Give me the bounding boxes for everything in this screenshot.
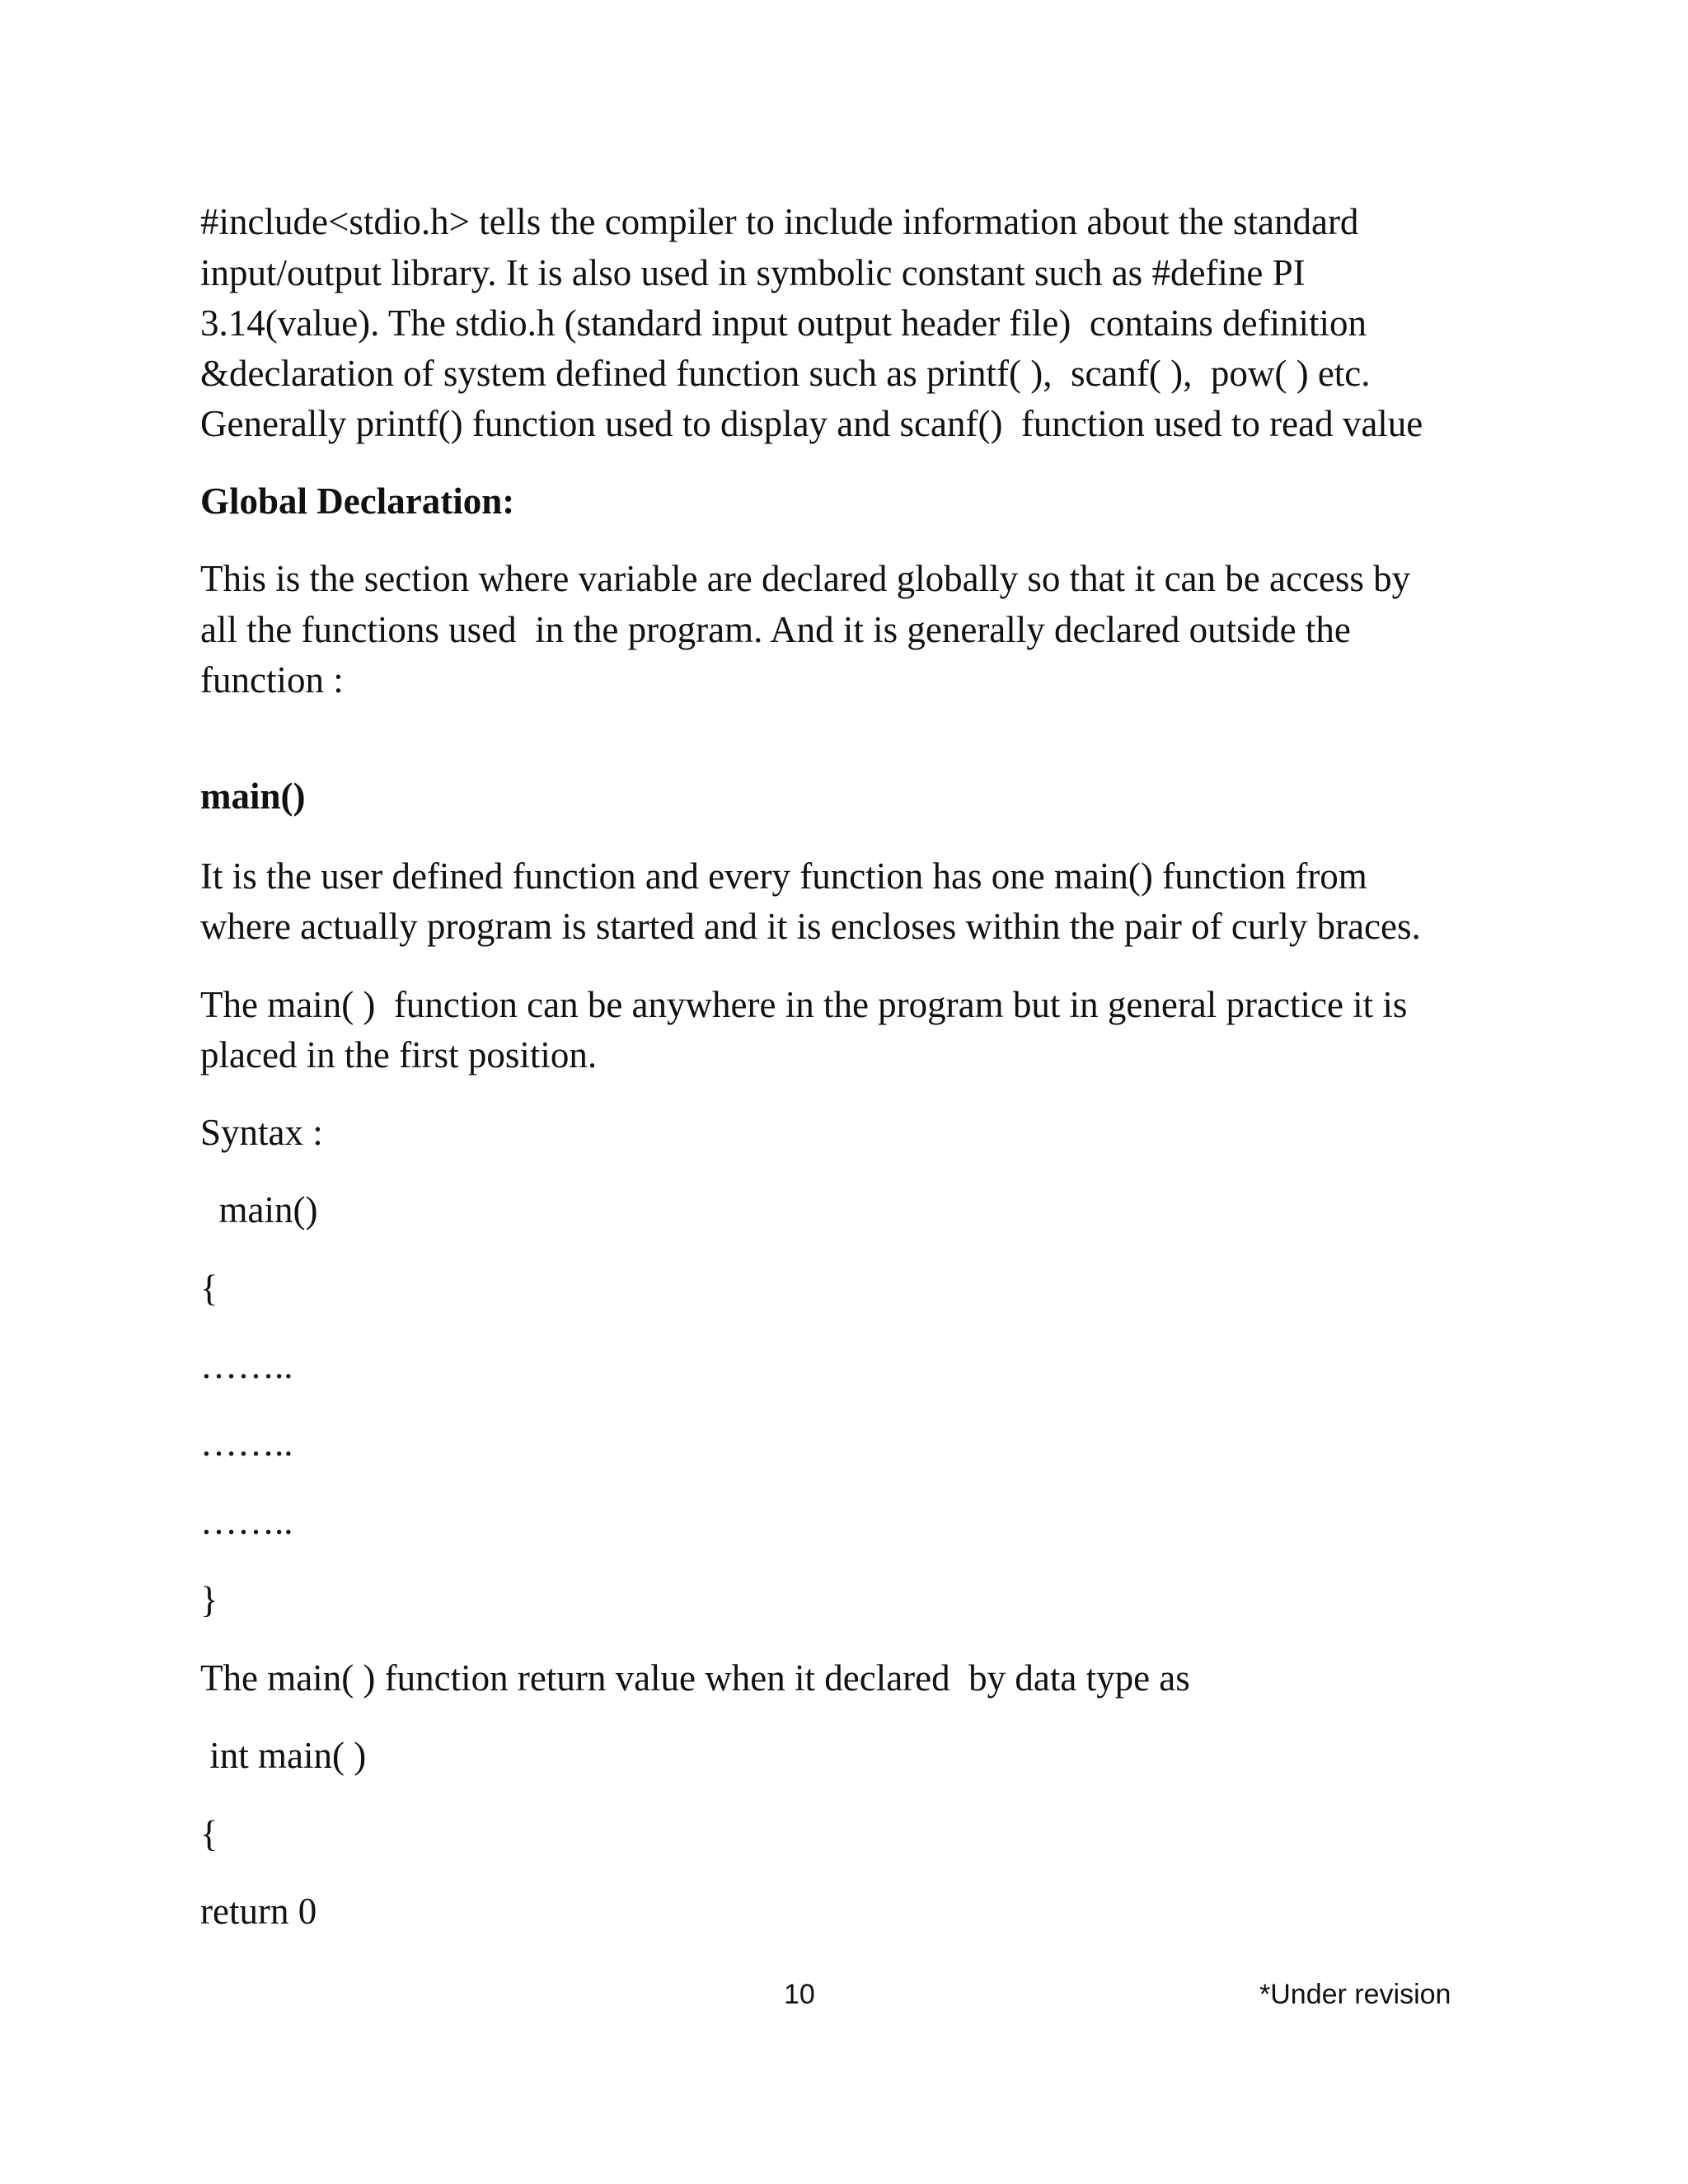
syntax-code-line: …….. [200,1422,293,1464]
return-code-line: return 0 [200,1891,317,1932]
intro-line-4: &declaration of system defined function such as printf( ), scanf( ), pow( ) etc. [200,353,1371,394]
return-text: The main( ) function return value when it declared by data type as [200,1657,1190,1699]
syntax-code-line: { [200,1268,218,1309]
global-declaration-line-3: function : [200,659,344,701]
main-para1-line-2: where actually program is started and it is encloses within the pair of curly braces. [200,906,1421,947]
syntax-code-line: main() [200,1189,318,1230]
main-para1-line-1: It is the user defined function and every function has one main() function from [200,855,1367,897]
global-declaration-heading: Global Declaration: [200,480,515,522]
syntax-label: Syntax : [200,1112,323,1153]
global-declaration-line-2: all the functions used in the program. And it is generally declared outside the [200,609,1351,650]
intro-line-3: 3.14(value). The stdio.h (standard input output header file) contains definition [200,302,1367,344]
main-para2-line-1: The main( ) function can be anywhere in the program but in general practice it is [200,984,1408,1025]
syntax-code-line: …….. [200,1345,293,1386]
global-declaration-line-1: This is the section where variable are declared globally so that it can be access by [200,558,1411,599]
intro-line-5: Generally printf() function used to display and scanf() function used to read value [200,403,1423,444]
revision-note: *Under revision [1259,1979,1451,2010]
syntax-code-line: …….. [200,1501,293,1542]
intro-line-2: input/output library. It is also used in symbolic constant such as #define PI [200,252,1306,293]
intro-line-1: #include<stdio.h> tells the compiler to include information about the standard [200,201,1359,242]
syntax-code-line: } [200,1579,218,1620]
return-code-line: int main( ) [200,1735,367,1776]
return-code-line: { [200,1813,218,1854]
page-number: 10 [784,1979,815,2010]
main-para2-line-2: placed in the first position. [200,1034,598,1076]
main-heading: main() [200,776,306,817]
